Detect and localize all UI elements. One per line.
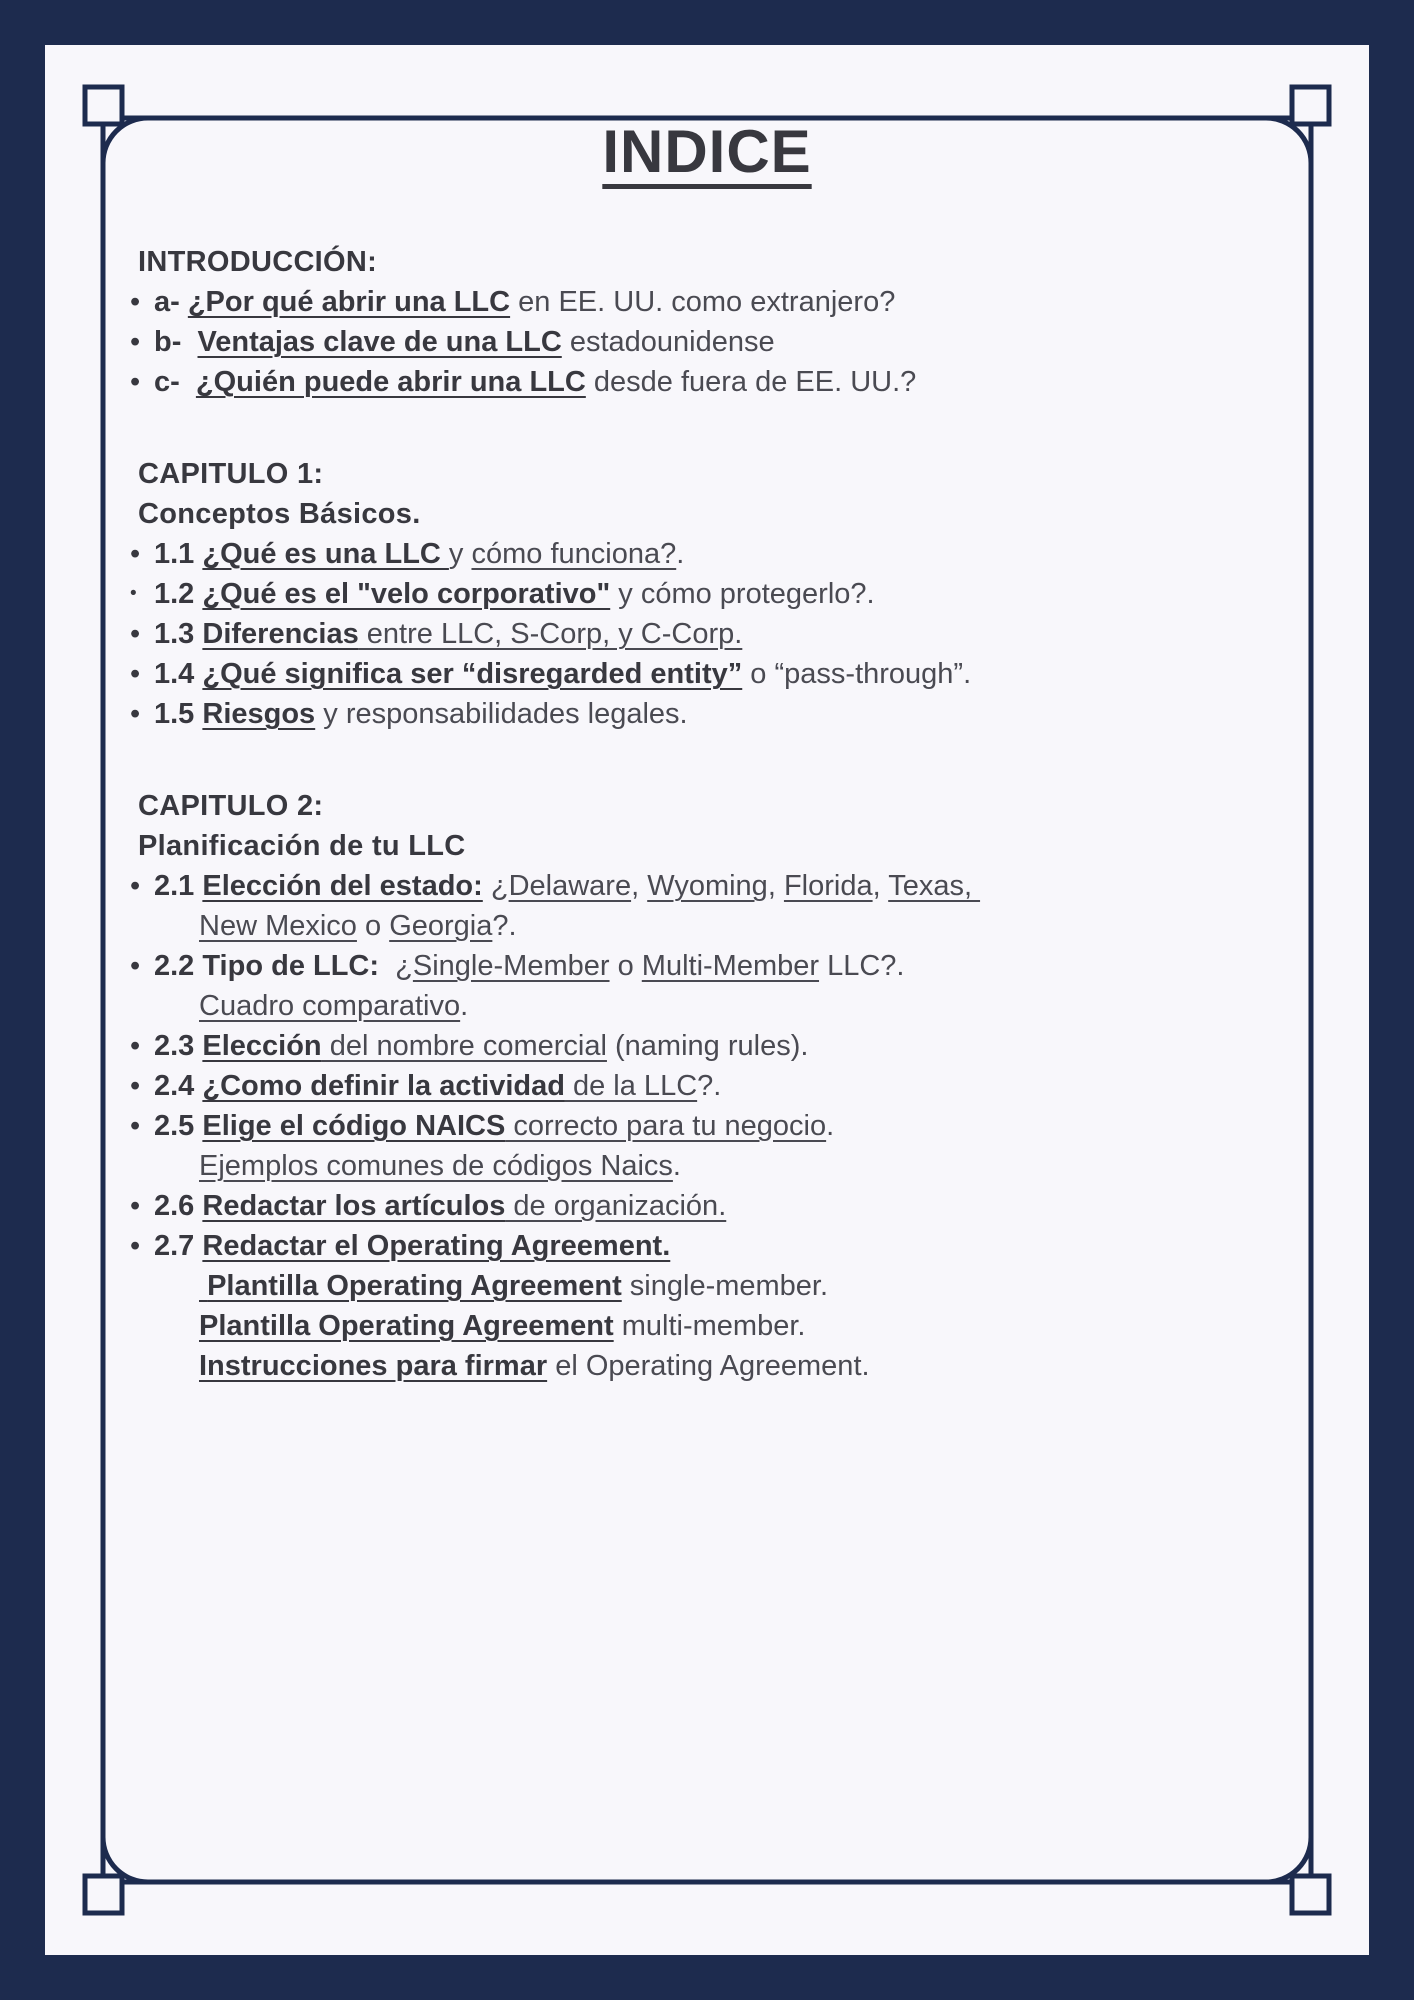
page-title: INDICE <box>602 118 812 185</box>
toc-text-segment: o <box>356 910 390 942</box>
bullet-icon: • <box>130 870 141 902</box>
toc-item <box>130 986 1307 1026</box>
toc-text-segment: Wyoming <box>647 870 768 902</box>
toc-text-segment: , <box>872 870 889 902</box>
toc-item-text <box>154 694 1307 734</box>
section-heading: Conceptos Básicos. <box>138 498 421 530</box>
toc-text-segment: Plantilla Operating Agreement <box>199 1310 614 1342</box>
toc-text-segment: . <box>826 1110 835 1142</box>
bullet-icon: • <box>130 583 137 604</box>
toc-text-segment: en EE. UU. como extranjero? <box>510 286 896 318</box>
toc-text-segment: correcto para tu negocio <box>505 1110 827 1142</box>
toc-text-segment: . <box>676 538 685 570</box>
toc-text-segment: ¿ <box>379 950 413 982</box>
toc-text-segment: LLC?. <box>819 950 905 982</box>
toc-item-text <box>154 654 1307 694</box>
toc-item-text <box>154 322 1307 362</box>
toc-item-text <box>199 906 1307 946</box>
toc-item-text <box>154 614 1307 654</box>
toc-text-segment: Elección <box>202 1030 322 1062</box>
toc-text-segment: 2.5 <box>154 1110 203 1142</box>
toc-text-segment: ¿Quién puede abrir una LLC <box>195 366 586 398</box>
toc-text-segment: . <box>672 1150 681 1182</box>
toc-item <box>130 946 1307 986</box>
section-heading: Planificación de tu LLC <box>138 830 466 862</box>
toc-text-segment: Multi-Member <box>641 950 820 982</box>
corner-square-bottom-right <box>1292 1876 1329 1913</box>
toc-item-text <box>154 1186 1307 1226</box>
toc-text-segment: cómo funciona? <box>471 538 677 570</box>
toc-item-text <box>199 1346 1307 1386</box>
toc-item <box>130 1066 1307 1106</box>
toc-item <box>130 1106 1307 1146</box>
toc-item-text <box>199 1146 1307 1186</box>
toc-item-text <box>154 866 1307 906</box>
toc-text-segment: Redactar el Operating Agreement. <box>202 1230 671 1262</box>
toc-item <box>130 322 1307 362</box>
bullet-icon: • <box>130 1110 141 1142</box>
toc-text-segment: b- <box>154 326 198 358</box>
toc-text-segment: del nombre comercial <box>321 1030 607 1062</box>
toc-text-segment: Florida <box>783 870 873 902</box>
bullet-icon: • <box>130 618 141 650</box>
table-of-contents <box>130 242 1307 1386</box>
toc-section <box>130 454 1307 734</box>
bullet-icon: • <box>130 326 141 358</box>
toc-text-segment: , <box>631 870 648 902</box>
toc-text-segment: 1.1 <box>154 538 203 570</box>
toc-text-segment: 1.4 <box>154 658 203 690</box>
toc-text-segment: Georgia <box>389 910 493 942</box>
toc-text-segment: Instrucciones para firmar <box>199 1350 548 1382</box>
toc-item <box>130 1226 1307 1266</box>
toc-item-text <box>199 1266 1307 1306</box>
toc-text-segment: Cuadro comparativo <box>199 990 461 1022</box>
toc-item <box>130 1026 1307 1066</box>
toc-text-segment: Elige el código NAICS <box>202 1110 506 1142</box>
toc-item-text <box>154 1026 1307 1066</box>
toc-text-segment: . <box>460 990 469 1022</box>
toc-text-segment: 2.2 Tipo de LLC: <box>154 950 380 982</box>
bullet-icon: • <box>130 366 141 398</box>
toc-text-segment: o “pass-through”. <box>742 658 972 690</box>
bullet-icon: • <box>130 1190 141 1222</box>
toc-text-segment: y responsabilidades legales. <box>315 698 688 730</box>
toc-text-segment: de organización. <box>505 1190 727 1222</box>
toc-text-segment: o <box>609 950 642 982</box>
bullet-icon: • <box>130 1230 141 1262</box>
document-page <box>45 45 1369 1955</box>
toc-text-segment: ?. <box>492 910 517 942</box>
toc-item-text <box>199 1306 1307 1346</box>
toc-text-segment: c- <box>154 366 196 398</box>
toc-text-segment: ¿Qué es una LLC <box>202 538 449 570</box>
toc-text-segment: 1.3 <box>154 618 203 650</box>
toc-text-segment: a- <box>154 286 188 318</box>
toc-text-segment: ¿Qué es el "velo corporativo" <box>202 578 611 610</box>
section-heading: CAPITULO 1: <box>138 458 324 490</box>
bullet-icon: • <box>130 286 141 318</box>
toc-text-segment: 2.6 <box>154 1190 203 1222</box>
toc-text-segment: Delaware <box>508 870 632 902</box>
toc-text-segment: Single-Member <box>412 950 610 982</box>
toc-item <box>130 534 1307 574</box>
toc-section <box>130 786 1307 1386</box>
toc-text-segment: desde fuera de EE. UU.? <box>585 366 917 398</box>
bullet-icon: • <box>130 698 141 730</box>
toc-text-segment: 1.5 <box>154 698 203 730</box>
toc-item-text <box>154 1226 1307 1266</box>
toc-item <box>130 1306 1307 1346</box>
toc-text-segment: Ventajas clave de una LLC <box>197 326 562 358</box>
toc-item <box>130 1146 1307 1186</box>
toc-item-text <box>154 362 1307 402</box>
section-heading: INTRODUCCIÓN: <box>138 246 378 278</box>
toc-text-segment: ¿ <box>482 870 509 902</box>
bullet-icon: • <box>130 1030 141 1062</box>
toc-text-segment: y cómo protegerlo?. <box>610 578 875 610</box>
toc-item <box>130 906 1307 946</box>
toc-item-text <box>199 986 1307 1026</box>
toc-item-text <box>154 946 1307 986</box>
toc-text-segment: (naming rules). <box>606 1030 809 1062</box>
toc-text-segment: estadounidense <box>561 326 775 358</box>
toc-text-segment: Diferencias <box>202 618 359 650</box>
toc-item <box>130 694 1307 734</box>
toc-text-segment: ¿Como definir la actividad <box>202 1070 565 1102</box>
toc-text-segment: New Mexico <box>199 910 357 942</box>
bullet-icon: • <box>130 950 141 982</box>
bullet-icon: • <box>130 1070 141 1102</box>
toc-text-segment: single-member. <box>621 1270 829 1302</box>
toc-text-segment: ¿Por qué abrir una LLC <box>187 286 511 318</box>
toc-item <box>130 574 1307 614</box>
toc-item <box>130 654 1307 694</box>
corner-square-bottom-left <box>85 1876 122 1913</box>
toc-item <box>130 1186 1307 1226</box>
toc-item <box>130 362 1307 402</box>
toc-text-segment: ?. <box>697 1070 722 1102</box>
toc-item <box>130 1346 1307 1386</box>
toc-item <box>130 614 1307 654</box>
toc-text-segment: de la LLC <box>564 1070 698 1102</box>
toc-item <box>130 866 1307 906</box>
toc-text-segment: , <box>767 870 784 902</box>
toc-item-text <box>154 1066 1307 1106</box>
toc-text-segment: Riesgos <box>202 698 316 730</box>
toc-text-segment: ¿Qué significa ser “disregarded entity” <box>202 658 743 690</box>
toc-section <box>130 242 1307 402</box>
toc-text-segment: 2.3 <box>154 1030 203 1062</box>
toc-item-text <box>154 534 1307 574</box>
toc-text-segment: Elección del estado: <box>202 870 483 902</box>
toc-text-segment: 2.1 <box>154 870 203 902</box>
toc-item <box>130 282 1307 322</box>
bullet-icon: • <box>130 658 141 690</box>
toc-item-text <box>154 574 1307 614</box>
toc-text-segment: 2.4 <box>154 1070 203 1102</box>
bullet-icon: • <box>130 538 141 570</box>
toc-item-text <box>154 282 1307 322</box>
toc-text-segment: Ejemplos comunes de códigos Naics <box>199 1150 673 1182</box>
toc-text-segment: entre LLC, S-Corp, y C-Corp. <box>358 618 743 650</box>
section-heading: CAPITULO 2: <box>138 790 324 822</box>
toc-text-segment: multi-member. <box>613 1310 806 1342</box>
toc-text-segment: y <box>448 538 472 570</box>
toc-text-segment: el Operating Agreement. <box>547 1350 870 1382</box>
toc-text-segment: Texas, <box>888 870 981 902</box>
toc-item-text <box>154 1106 1307 1146</box>
toc-text-segment: Plantilla Operating Agreement <box>199 1270 622 1302</box>
toc-text-segment: 1.2 <box>154 578 203 610</box>
toc-item <box>130 1266 1307 1306</box>
toc-text-segment: 2.7 <box>154 1230 203 1262</box>
toc-text-segment: Redactar los artículos <box>202 1190 506 1222</box>
